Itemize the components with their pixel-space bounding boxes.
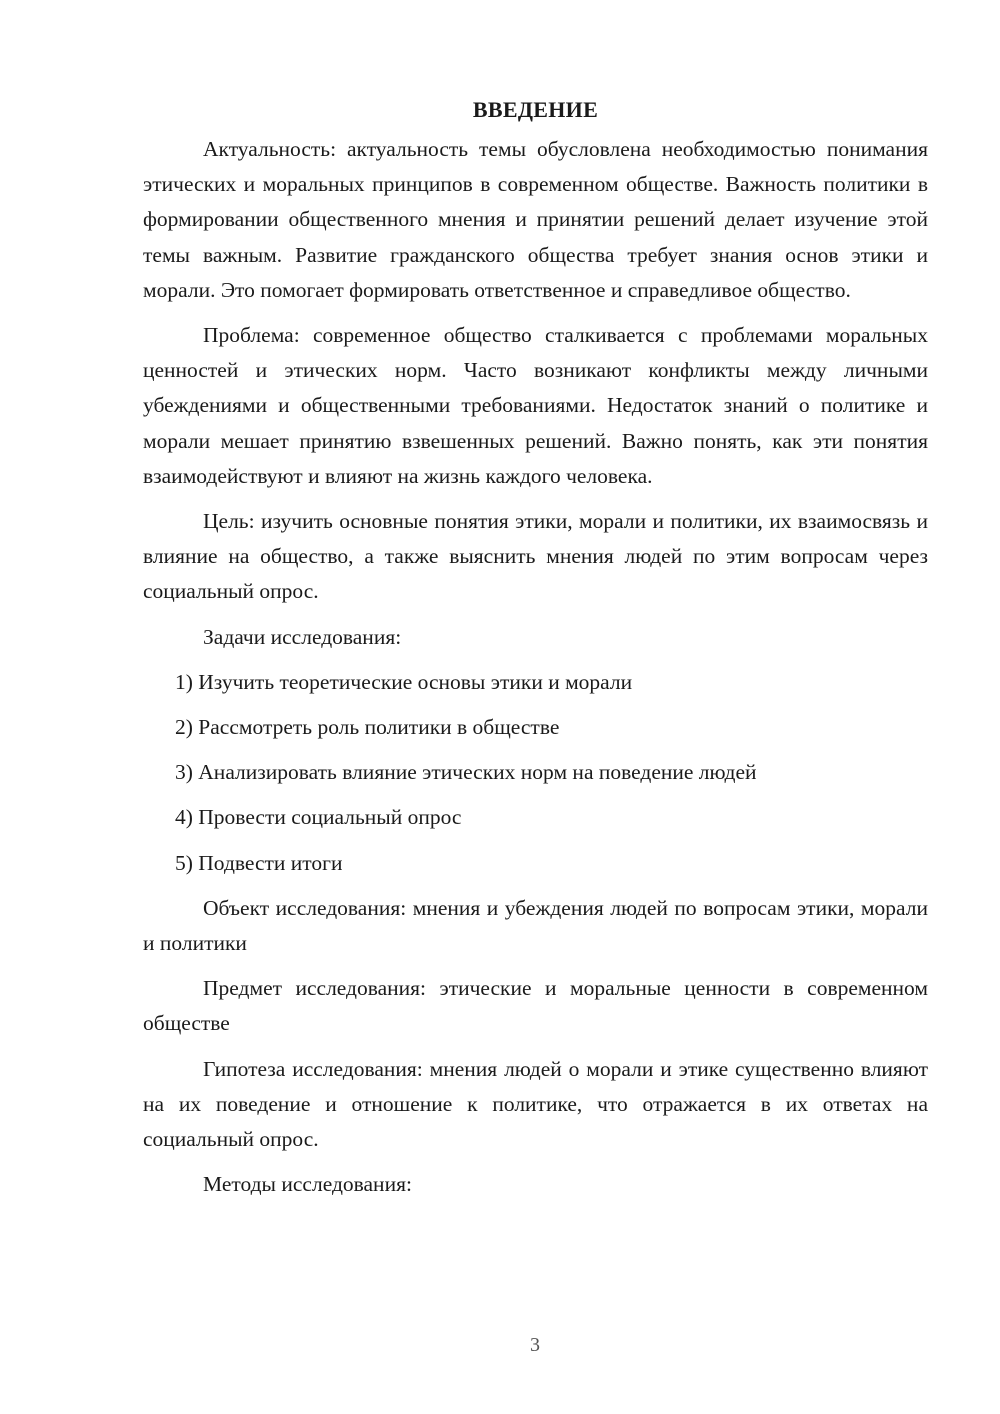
hypothesis-paragraph: Гипотеза исследования: мнения людей о морали и этике существенно влияют на их поведение и отношение к политике, что отражается в их ответах на социальный опрос. <box>143 1056 928 1152</box>
relevance-paragraph: Актуальность: актуальность темы обусловлена необходимостью понимания этических и моральных принципов в современном обществе. Важность политики в формировании общественного мнения и принятии решений делает изучение этой темы важным. Развитие гражданского общества требует знания основ этики и морали. Это помогает формировать ответственное и справедливое общество. <box>143 137 928 302</box>
list-item: 5) Подвести итоги <box>175 850 343 875</box>
list-item: 4) Провести социальный опрос <box>175 805 462 830</box>
page-number: 3 <box>530 1334 540 1356</box>
goal-paragraph: Цель: изучить основные понятия этики, морали и политики, их взаимосвязь и влияние на общество, а также выяснить мнения людей по этим вопросам через социальный опрос. <box>143 509 928 604</box>
methods-heading: Методы исследования: <box>203 1172 412 1197</box>
subject-paragraph: Предмет исследования: этические и моральные ценности в современном обществе <box>143 976 928 1036</box>
list-item: 3) Анализировать влияние этических норм на поведение людей <box>175 760 757 785</box>
tasks-list <box>143 665 928 881</box>
problem-paragraph: Проблема: современное общество сталкивается с проблемами моральных ценностей и этических норм. Часто возникают конфликты между личными убеждениями и общественными требованиями. Недостаток знаний о политике и морали мешает принятию взвешенных решений. Важно понять, как эти понятия взаимодействуют и влияют на жизнь каждого человека. <box>143 323 928 488</box>
tasks-heading: Задачи исследования: <box>203 624 402 649</box>
list-item: 1) Изучить теоретические основы этики и морали <box>175 669 633 694</box>
document-page <box>143 92 928 1212</box>
page-title: ВВЕДЕНИЕ <box>472 97 599 122</box>
object-paragraph: Объект исследования: мнения и убеждения людей по вопросам этики, морали и политики <box>143 895 928 956</box>
list-item: 2) Рассмотреть роль политики в обществе <box>175 715 560 740</box>
